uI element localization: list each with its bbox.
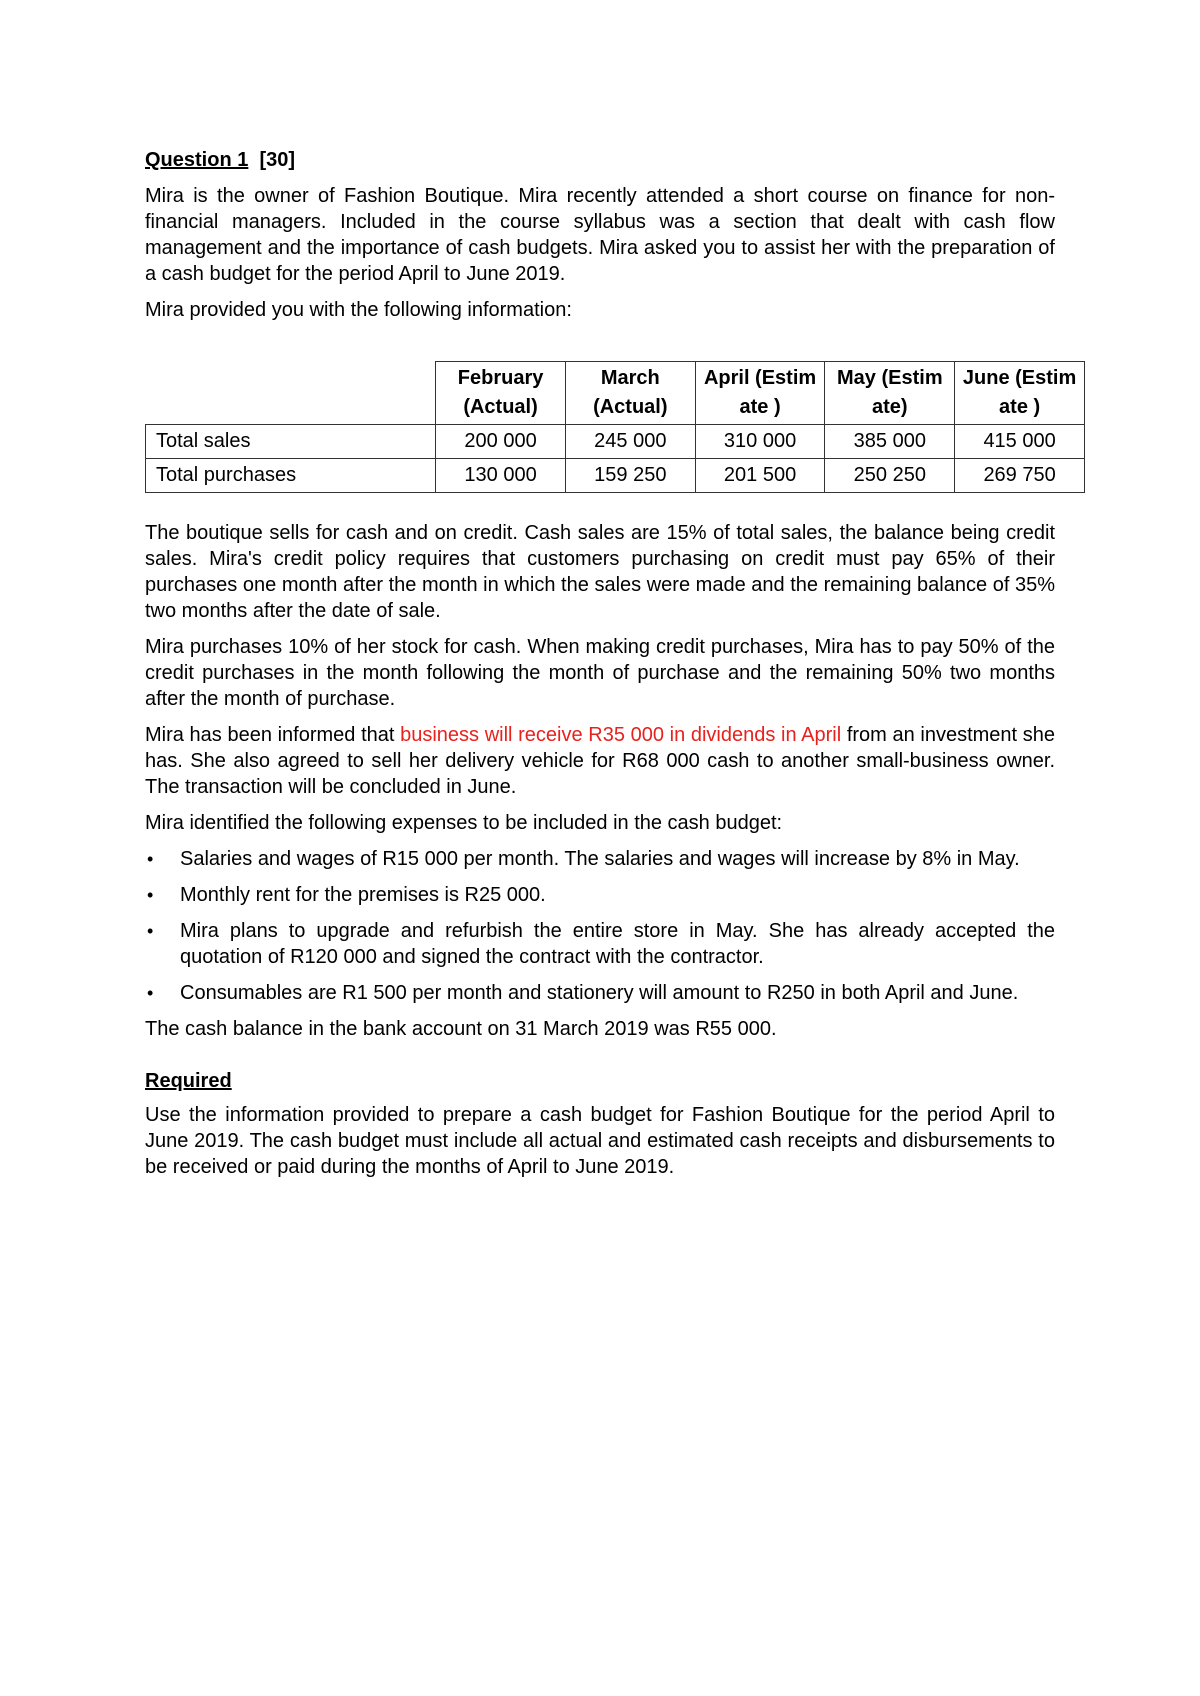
header-april: April (Estim ate ) — [695, 362, 825, 425]
expenses-list — [145, 846, 1055, 1006]
list-item — [145, 980, 1055, 1006]
table-header-row — [146, 362, 1085, 425]
cell-sales-march: 245 000 — [565, 425, 695, 459]
required-heading: Required — [145, 1070, 232, 1092]
cash-balance-paragraph: The cash balance in the bank account on 31 March 2019 was R55 000. — [145, 1018, 777, 1040]
expenses-intro-paragraph: Mira identified the following expenses to be included in the cash budget: — [145, 812, 783, 834]
bullet-icon: • — [147, 885, 154, 905]
list-item — [145, 918, 1055, 970]
expense-text: Monthly rent for the premises is R25 000. — [180, 884, 546, 906]
dividends-text-after: from an investment she has. She also agreed to sell her delivery vehicle for R68 000 cash to another small-business owner. The transaction will be concluded in June. — [145, 724, 1055, 798]
cell-purchases-february: 130 000 — [436, 459, 566, 493]
question-marks: [30] — [259, 149, 296, 171]
cell-sales-may: 385 000 — [825, 425, 955, 459]
cell-purchases-may: 250 250 — [825, 459, 955, 493]
dividends-paragraph — [145, 722, 1055, 800]
expense-text: Mira plans to upgrade and refurbish the entire store in May. She has already accepted the quotation of R120 000 and signed the contract with the contractor. — [180, 920, 1055, 968]
row-label-total-purchases: Total purchases — [146, 459, 436, 493]
header-june: June (Estim ate ) — [955, 362, 1085, 425]
row-label-total-sales: Total sales — [146, 425, 436, 459]
expense-text: Salaries and wages of R15 000 per month. The salaries and wages will increase by 8% in May. — [180, 848, 1020, 870]
dividends-highlight: business will receive R35 000 in dividends in April — [400, 724, 842, 746]
cell-sales-april: 310 000 — [695, 425, 825, 459]
question-heading — [145, 147, 1055, 173]
cell-sales-june: 415 000 — [955, 425, 1085, 459]
list-item — [145, 882, 1055, 908]
bullet-icon: • — [147, 921, 154, 941]
list-item — [145, 846, 1055, 872]
sales-policy-paragraph: The boutique sells for cash and on credit. Cash sales are 15% of total sales, the balance being credit sales. Mira's credit policy requires that customers purchasing on credit must pay 65% of their purchases one month after the month in which the sales were made and the remaining balance of 35% two months after the date of sale. — [145, 522, 1055, 622]
table-row — [146, 459, 1085, 493]
cell-sales-february: 200 000 — [436, 425, 566, 459]
header-february: February (Actual) — [436, 362, 566, 425]
cell-purchases-june: 269 750 — [955, 459, 1085, 493]
intro-paragraph: Mira is the owner of Fashion Boutique. Mira recently attended a short course on finance for non-financial managers. Included in the course syllabus was a section that dealt with cash flow management and the importance of cash budgets. Mira asked you to assist her with the preparation of a cash budget for the period April to June 2019. — [145, 185, 1055, 285]
header-may: May (Estim ate) — [825, 362, 955, 425]
sales-purchases-table — [145, 361, 1085, 493]
cell-purchases-april: 201 500 — [695, 459, 825, 493]
question-label: Question 1 — [145, 149, 249, 171]
table-corner-cell — [146, 362, 436, 425]
table-row — [146, 425, 1085, 459]
bullet-icon: • — [147, 983, 154, 1003]
header-march: March (Actual) — [565, 362, 695, 425]
required-paragraph: Use the information provided to prepare a cash budget for Fashion Boutique for the period April to June 2019. The cash budget must include all actual and estimated cash receipts and disbursements to be received or paid during the months of April to June 2019. — [145, 1104, 1055, 1178]
purchases-policy-paragraph: Mira purchases 10% of her stock for cash. When making credit purchases, Mira has to pay 50% of the credit purchases in the month following the month of purchase and the remaining 50% two months after the month of purchase. — [145, 636, 1055, 710]
cell-purchases-march: 159 250 — [565, 459, 695, 493]
document-page — [145, 147, 1077, 1190]
bullet-icon: • — [147, 849, 154, 869]
expense-text: Consumables are R1 500 per month and stationery will amount to R250 in both April and June. — [180, 982, 1019, 1004]
dividends-text-before: Mira has been informed that — [145, 724, 401, 746]
provided-paragraph: Mira provided you with the following information: — [145, 299, 572, 321]
